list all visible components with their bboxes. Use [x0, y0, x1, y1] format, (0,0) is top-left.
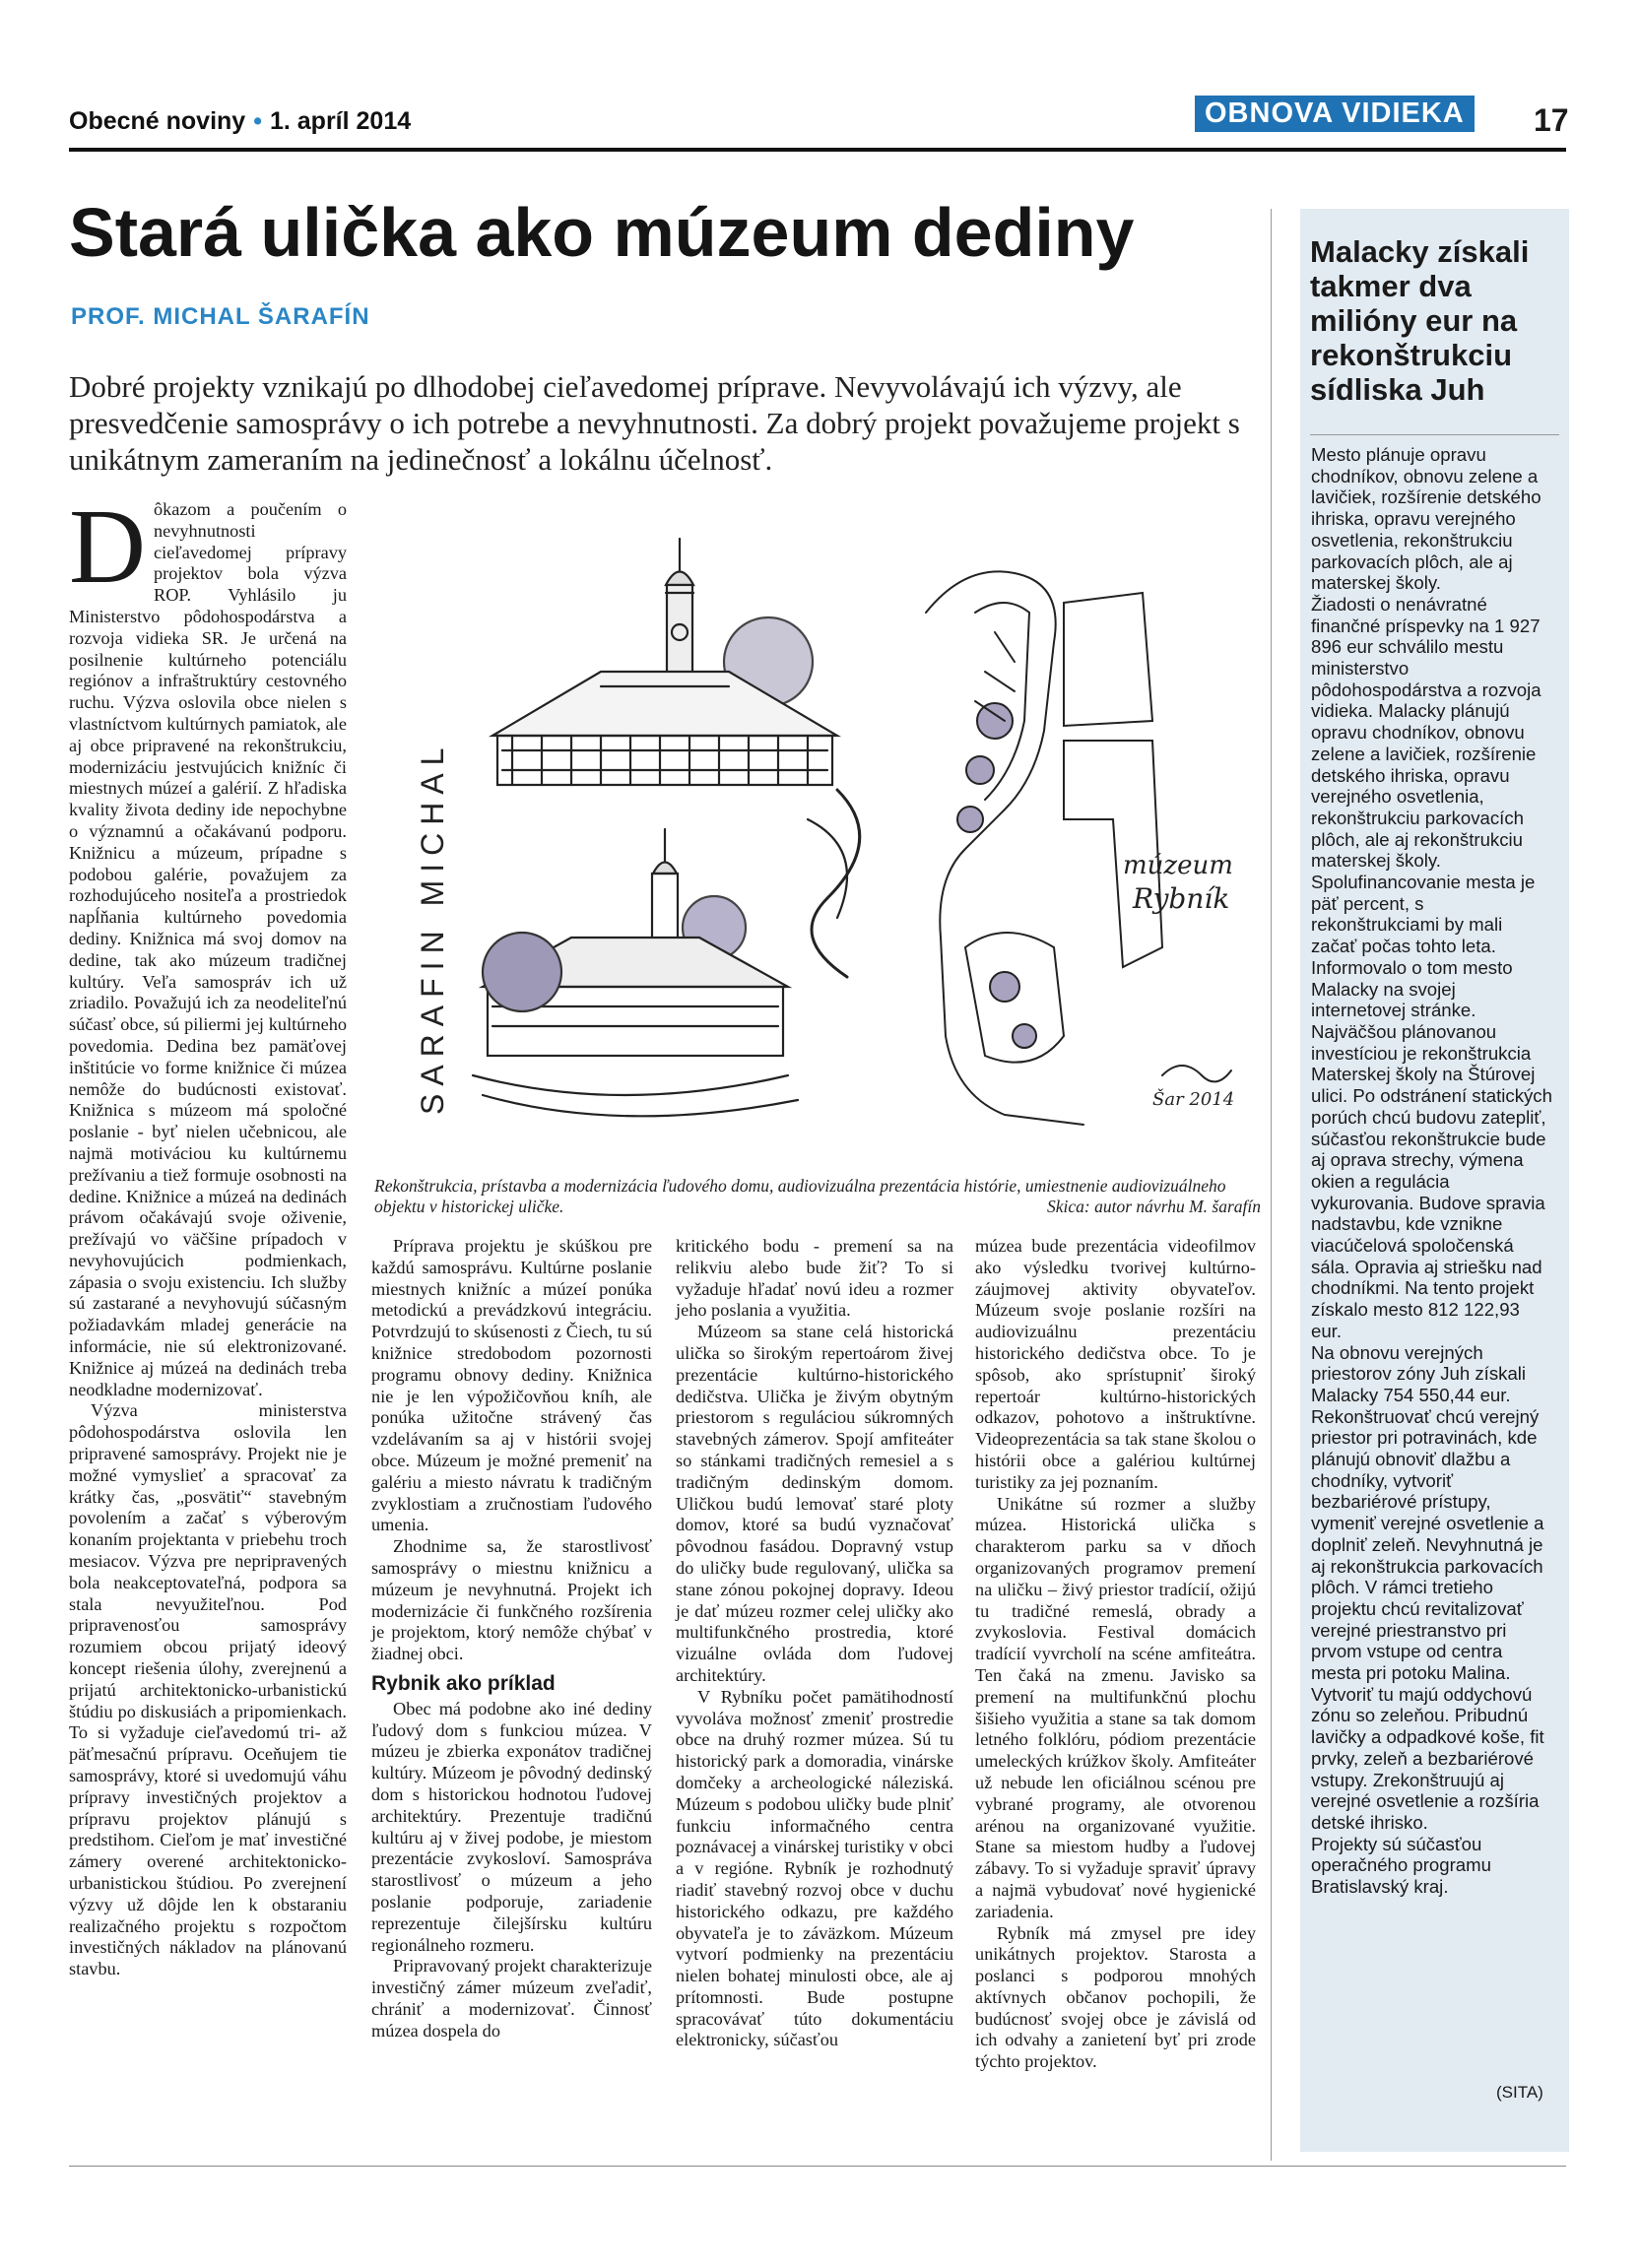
body-paragraph: Unikátne sú rozmer a služby múzea. Historická ulička s charakterom parku sa v dňoch organizovaných programov premení na uličku – živý priestor tradícií, ožijú tu tradičné remeslá, obrady a zvykoslovia. Festival domácich tradícií vyvrcholí na scéne amfiteátra. Ten čaká na zmenu. Javisko sa premení na multifunkčnú plochu šišieho využitia a stane sa tak domom letného folklóru, pódiom prezentácie umeleckých krúžkov školy. Amfiteáter už nebude len oficiálnou scénou pre vybrané programy, ale otvorenou arénou na organizované využitie. Stane sa miestom hudby a ľudovej zábavy. To si vyžaduje spraviť úpravy a najmä vybudovať nové hygienické zariadenia.: [975, 1493, 1256, 1921]
map-label-line2: Rybník: [1133, 882, 1230, 915]
masthead: [69, 107, 411, 136]
paragraph-text: ôkazom a poučením o nevyhnutnosti cieľavedomej prípravy projektov bola výzva ROP. Vyhlásilo ju Ministerstvo pôdohospodárstva a rozvoja vidieka SR. Je určená na posilnenie kultúrneho potenciálu regiónov a infraštruktúry cestovného ruchu. Výzva oslovila obce nielen s vlastníctvom kultúrnych pamiatok, ale aj obce pripravené na rekonštrukciu, modernizáciu jestvujúcich knižníc či miestnych múzeí a galérií. Z hľadiska kvality života dediny ide nepochybne o významnú a očakávanú podporu. Knižnicu a múzeum, prípadne s podobou galérie, považujem za rozhodujúceho nositeľa a prostriedok napĺňania kultúrneho povedomia dediny. Knižnica má svoj domov na dedine, tak ako múzeum tradičnej kultúry. Veľa samospráv ich už zriadilo. Považujú ich za neodeliteľnú súčasť obce, sú piliermi jej kultúrneho povedomia. Dedina bez pamäťovej inštitúcie vo forme knižnice či múzea nemôže do budúcnosti existovať. Knižnica s múzeom má spoločné poslanie - byť nielen učebnicou, ale najmä motiváciou ku kultúrnemu prežívaniu a tiež formuje osobnosti na dedine. Knižnice a múzeá na dedinách právom očakávajú svoje oživenie, prežívajú vo väčšine prípadoch v nevyhovujúcich podmienkach, zápasia o svoju existenciu. Ich služby sú zastarané a nevyhovujú súčasným požiadavkám mladej generácie na informácie, nie sú elektronizované. Knižnice aj múzeá na dedinách treba neodkladne modernizovať.: [69, 499, 347, 1399]
issue-date: 1. apríl 2014: [269, 107, 412, 135]
body-paragraph: Obec má podobne ako iné dediny ľudový dom s funkciou múzea. V múzeu je zbierka exponátov tradičnej kultúry. Múzeom je pôvodný dedinský dom s historickou hodnotou ľudovej architektúry. Prezentuje tradičnú kultúru aj v živej podobe, je miestom prezentácie zvykosloví. Samospráva starostlivosť o múzeum a jeho poslanie podporuje, zariadenie reprezentuje čilejšírsku kultúru regionálneho rozmeru.: [371, 1698, 652, 1955]
body-paragraph: Výzva ministerstva pôdohospodárstva oslovila len pripravené samosprávy. Projekt nie je možné vymyslieť a spracovať za krátky čas, „posvätiť“ stavebným povolením a začať s výberovým konaním projektanta v priebehu troch mesiacov. Výzva pre nepripravených bola neakceptovateľná, podpora sa stala nevyužiteľnou. Pod pripravenosťou samosprávy rozumiem obcou prijatý ideový koncept riešenia úlohy, zverejnenú a prijatú architektonicko-urbanistickú štúdiu po diskusiách a pripomienkach. To si vyžaduje cieľavedomú tri- až päťmesačnú prípravu. Oceňujem tie samosprávy, ktoré si uvedomujú váhu prípravy investičných projektov a prípravu projektov plánujú s predstihom. Cieľom je mať investičné zámery overené architektonicko-urbanistickou štúdiou. Po zverejnení výzvy už dôjde len k obstaraniu realizačného projektu s rozpočtom investičných nákladov na plánovanú stavbu.: [69, 1400, 347, 1979]
site-plan-sketch: [926, 571, 1231, 1125]
body-paragraph: Rybník má zmysel pre idey unikátnych projektov. Starosta a poslanci s podporou mnohých aktívnych občanov pochopili, že budúcnosť svojej obce je závislá od ich odvahy a zanietení byť pri zrode týchto projektov.: [975, 1922, 1256, 2072]
sidebar-title: Malacky získali takmer dva milióny eur na rekonštrukciu sídliska Juh: [1310, 234, 1530, 407]
church-tower-sketch: [666, 539, 693, 679]
figure-caption: [374, 1176, 1261, 1217]
body-paragraph: Zhodnime sa, že starostlivosť samosprávy o miestnu knižnicu a múzeum je nevyhnutná. Projekt ich modernizácie či funkčného rozšírenia je projektom, ktorý nemôže chýbať v žiadnej obci.: [371, 1536, 652, 1664]
architectural-sketch: [374, 524, 1261, 1164]
body-paragraph: Pripravovaný projekt charakterizuje investičný zámer múzeum zveľadiť, chrániť a modernizovať. Činnosť múzea dospela do: [371, 1956, 652, 2041]
article-column-2: [371, 1236, 652, 2041]
house-sketch-lower: [473, 933, 798, 1116]
bottom-rule: [69, 2166, 1566, 2167]
article-subheading: Rybnik ako príklad: [371, 1671, 556, 1695]
column-divider: [1271, 209, 1272, 2161]
body-paragraph: [69, 488, 347, 1400]
caption-credit: Skica: autor návrhu M. šarafín: [1047, 1197, 1261, 1216]
separator-dot: •: [253, 107, 262, 135]
map-label-line1: múzeum: [1123, 851, 1233, 880]
sketch-vertical-signature: SARAFIN MICHAL: [415, 740, 450, 1115]
body-paragraph: Múzeom sa stane celá historická ulička so širokým repertoárom živej prezentácie kultúrno-historického dedičstva. Ulička je živým obytným priestorom s reguláciou súkromných stavebných zámerov. Spojí amfiteáter so stánkami tradičných remesiel a s tradičným dedinským domom. Uličkou budú lemovať staré ploty domov, ktoré sa budú vyznačovať pôvodnou fasádou. Dopravný vstup do uličky bude regulovaný, ulička sa stane zónou pokojnej dopravy. Ideou je dať múzeu rozmer celej uličky ako multifunkčného prostredia, ktoré vizuálne ovláda dom ľudovej architektúry.: [676, 1322, 953, 1685]
article-column-4: [975, 1236, 1256, 2073]
article-column-1: [69, 488, 347, 1980]
body-paragraph: V Rybníku počet pamätihodností vyvoláva možnosť zmeniť prostredie obce na druhý rozmer múzea. Sú tu historický park a domoradia, vinárske domčeky a archeologické náleziská. Múzeum s podobou uličky bude plniť funkciu informačného centra poznávacej a vinárskej turistiky v obci a v regióne. Rybník je rozhodnutý riadiť stavebný rozvoj obce v duchu historického odkazu, pre každého obyvateľa je to záväzkom. Múzeum vytvorí podmienky na prezentáciu nielen bohatej minulosti obce, ale aj prítomnosti. Bude postupne spracovávať túto dokumentáciu elektronicky, súčasťou: [676, 1686, 953, 2050]
sidebar-divider: [1310, 434, 1559, 435]
article-lead: Dobré projekty vznikajú po dlhodobej cieľavedomej príprave. Nevyvolávajú ich výzvy, ale presvedčenie samosprávy o ich potrebe a nevyhnutnosti. Za dobrý projekt považujeme projekt s unikátnym zameraním na jedinečnosť a lokálnu účelnosť.: [69, 369, 1240, 477]
sidebar-source: (SITA): [1496, 2083, 1543, 2102]
article-byline: PROF. MICHAL ŠARAFÍN: [71, 303, 370, 330]
drop-cap: D: [69, 488, 146, 606]
article-headline: Stará ulička ako múzeum dediny: [69, 194, 1135, 271]
body-paragraph: kritického bodu - premení sa na relikviu alebo bude žiť? To si vyžaduje hľadať novú ideu a rozmer jeho poslania a využitia.: [676, 1236, 953, 1321]
sidebar-body: Mesto plánuje opravu chodníkov, obnovu zelene a lavičiek, rozšírenie detského ihriska, opravu verejného osvetlenia, rekonštrukciu parkovacích plôch, ale aj materskej školy. Žiadosti o nenávratné finančné príspevky na 1 927 896 eur schválilo mestu ministerstvo pôdohospodárstva a rozvoja vidieka. Malacky plánujú opravu chodníkov, obnovu zelene a lavičiek, rozšírenie detského ihriska, opravu verejného osvetlenia, rekonštrukciu parkovacích plôch, ale aj rekonštrukciu materskej školy. Spolufinancovanie mesta je päť percent, s rekonštrukciami by mali začať počas tohto leta. Informovalo o tom mesto Malacky na svojej internetovej stránke. Najväčšou plánovanou investíciou je rekonštrukcia Materskej školy na Štúrovej ulici. Po odstránení statických porúch chcú budovu zatepliť, súčasťou rekonštrukcie bude aj oprava strechy, výmena okien a regulácia vykurovania. Budove spravia nadstavbu, kde vznikne viacúčelová spoločenská sála. Opravia aj striešku nad chodníkmi. Na tento projekt získalo mesto 812 122,93 eur. Na obnovu verejných priestorov zóny Juh získali Malacky 754 550,44 eur. Rekonštruovať chcú verejný priestor pri potravinách, kde plánujú obnoviť dlažbu a chodníky, vytvoriť bezbariérové prístupy, vymeniť verejné osvetlenie a doplniť zeleň. Nevyhnutná je aj rekonštrukcia parkovacích plôch. V rámci tretieho projektu chcú revitalizovať verejné priestranstvo pri prvom vstupe od centra mesta pri potoku Malina. Vytvoriť tu majú oddychovú zónu so zeleňou. Pribudnú lavičky a odpadkové koše, fit prvky, zeleň a bezbariérové vstupy. Zrekonštruujú aj verejné osvetlenie a rozšíria detské ihrisko. Projekty sú súčasťou operačného programu Bratislavský kraj.: [1311, 444, 1552, 1898]
sketch-signature: Šar 2014: [1152, 1089, 1235, 1110]
publication-name: Obecné noviny: [69, 107, 246, 135]
article-column-3: [676, 1236, 953, 2051]
body-paragraph: múzea bude prezentácia videofilmov ako výsledku tvorivej kultúrno-záujmovej aktivity obyvateľov. Múzeum svoje poslanie rozšíri na audiovizuálnu prezentáciu historického dedičstva obce. To je spôsob, ako sprístupniť široký repertoár kultúrno-historických odkazov, pohotovo a inštruktívne. Videoprezentácia sa tak stane školou o histórii obce a galériou kultúrnej turistiky za jej poznaním.: [975, 1236, 1256, 1492]
caption-text: Rekonštrukcia, prístavba a modernizácia ľudového domu, audiovizuálna prezentácia histórie, umiestnenie audiovizuálneho objektu v historickej uličke.: [374, 1176, 1226, 1216]
top-rule: [69, 148, 1566, 152]
body-paragraph: Príprava projektu je skúškou pre každú samosprávu. Kultúrne poslanie miestnych knižníc a múzeí ponúka metodickú a prevádzkovú integráciu. Potvrdzujú to skúsenosti z Čiech, tu sú knižnice stredobodom pozornosti programu obnovy dediny. Knižnica nie je len výpožičovňou kníh, ale ponúka užitočne strávený čas vzdelávaním sa aj v histórii svojej obce. Múzeum je možné premeniť na galériu a miesto návratu k tradičným zvyklostiam a zručnostiam ľudového umenia.: [371, 1236, 652, 1535]
section-label: OBNOVA VIDIEKA: [1195, 96, 1475, 132]
page-number: 17: [1534, 102, 1569, 138]
